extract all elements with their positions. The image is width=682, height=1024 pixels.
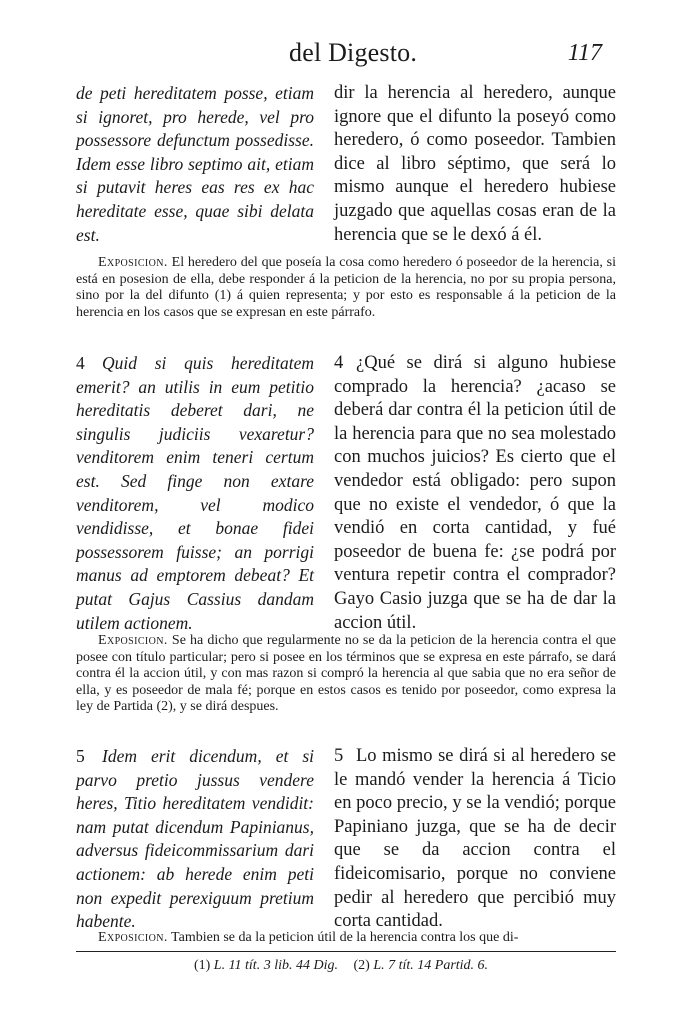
latin-paragraph: Quid si quis hereditatem emerit? an utilis in eum petitio hereditatis deberet dari, ne singulis judiciis vexaretur? venditorem enim teneri certum est. Sed finge non extare venditorem, vel modico vendidisse, et bonae fidei possessorem fuisse; an porrigi manus ad emptorem debeat? Et putat Gajus Cassius dandam utilem actionem.: [76, 353, 314, 633]
page-header: [0, 38, 682, 74]
exposicion-text: Tambien se da la peticion útil de la herencia contra los que di-: [171, 930, 519, 945]
exposicion-label: Exposicion.: [98, 255, 168, 270]
latin-text-2: [76, 352, 314, 635]
footnote-mark: (1): [193, 958, 211, 973]
exposicion-3: [76, 930, 616, 947]
running-title: del Digesto.: [289, 38, 418, 67]
footnote-1: [194, 958, 338, 973]
parallel-columns-1: [76, 82, 616, 247]
latin-text-3: [76, 745, 314, 934]
paragraph-number: 5: [334, 746, 344, 766]
footnote-rule: [76, 951, 616, 952]
parallel-columns-2: [76, 352, 616, 635]
latin-text-1: de peti hereditatem posse, etiam si ignoret, pro herede, vel pro possessore defunctum possedisse. Idem esse libro septimo ait, etiam si putavit heres eas res ex hac hereditate esse, quae sibi delata est.: [76, 83, 314, 245]
paragraph-number: 4: [334, 353, 344, 373]
exposicion-label: Exposicion.: [98, 633, 168, 648]
footnote-mark: (2): [353, 958, 370, 973]
spanish-text-1: dir la herencia al heredero, aunque ignore que el difunto la poseyó como heredero, ó como poseedor. Tambien dice al libro séptimo, que será lo mismo aunque el heredero hubiese juzgado que aquellas cosas eran de la herencia que se le dexó á él.: [334, 83, 616, 245]
footnote-citation: L. 11 tít. 3 lib. 44 Dig.: [213, 958, 338, 973]
exposicion-1: [76, 255, 616, 321]
spanish-text-3: [334, 745, 616, 934]
exposicion-text: El heredero del que poseía la cosa como heredero ó poseedor de la herencia, si está en posesion de ella, debe responder á la peticion de la herencia, no por su propia persona, sino por la del difunto (1) á quien representa; y por esto es responsable á la peticion de la herencia en los casos que se expresan en este párrafo.: [76, 255, 617, 320]
latin-paragraph: Idem erit dicendum, et si parvo pretio jussus vendere heres, Titio hereditatem vendidit: nam putat dicendum Papinianus, adversus fideicommissarium dari actionem: ab herede enim peti non expedit perexiguum pretium habente.: [76, 746, 314, 932]
parallel-columns-3: [76, 745, 616, 934]
spanish-paragraph: Lo mismo se dirá si al heredero se le mandó vender la herencia á Ticio en poco precio, y se la vendió; porque Papiniano juzga, que se ha de decir que se da accion contra el fideicomisario, porque no conviene pedir al heredero que percibió muy corta cantidad.: [334, 746, 616, 932]
footnote-citation: L. 7 tít. 14 Partid. 6.: [373, 958, 489, 973]
spanish-paragraph: ¿Qué se dirá si alguno hubiese comprado la herencia? ¿acaso se deberá dar contra él la peticion útil de la herencia para que no sea molestado con muchos juicios? Es cierto que el vendedor está obligado: pero supon que no existe el vendedor, ó que la vendió en corta cantidad, y fué poseedor de buena fe: ¿se podrá por ventura repetir contra el comprador? Gayo Casio juzga que se ha de dar la accion útil.: [334, 353, 616, 633]
footnotes: [0, 958, 682, 974]
footnote-2: [353, 958, 488, 973]
spanish-text-2: [334, 352, 616, 635]
paragraph-number: 4: [76, 353, 85, 373]
exposicion-text: Se ha dicho que regularmente no se da la peticion de la herencia contra el que posee con título particular; pero si posee en los términos que se expresa en este párrafo, se dará contra él la accion útil, y con mas razon si compró la herencia al que sabia que no era señor de ella, y es poseedor de mala fé; porque en estos casos es tenido por poseedor, como expresa la ley de Partida (2), y se dirá despues.: [76, 633, 616, 715]
page-number: 117: [567, 40, 602, 66]
exposicion-2: [76, 633, 616, 716]
exposicion-label: Exposicion.: [98, 930, 168, 945]
paragraph-number: 5: [76, 746, 85, 766]
